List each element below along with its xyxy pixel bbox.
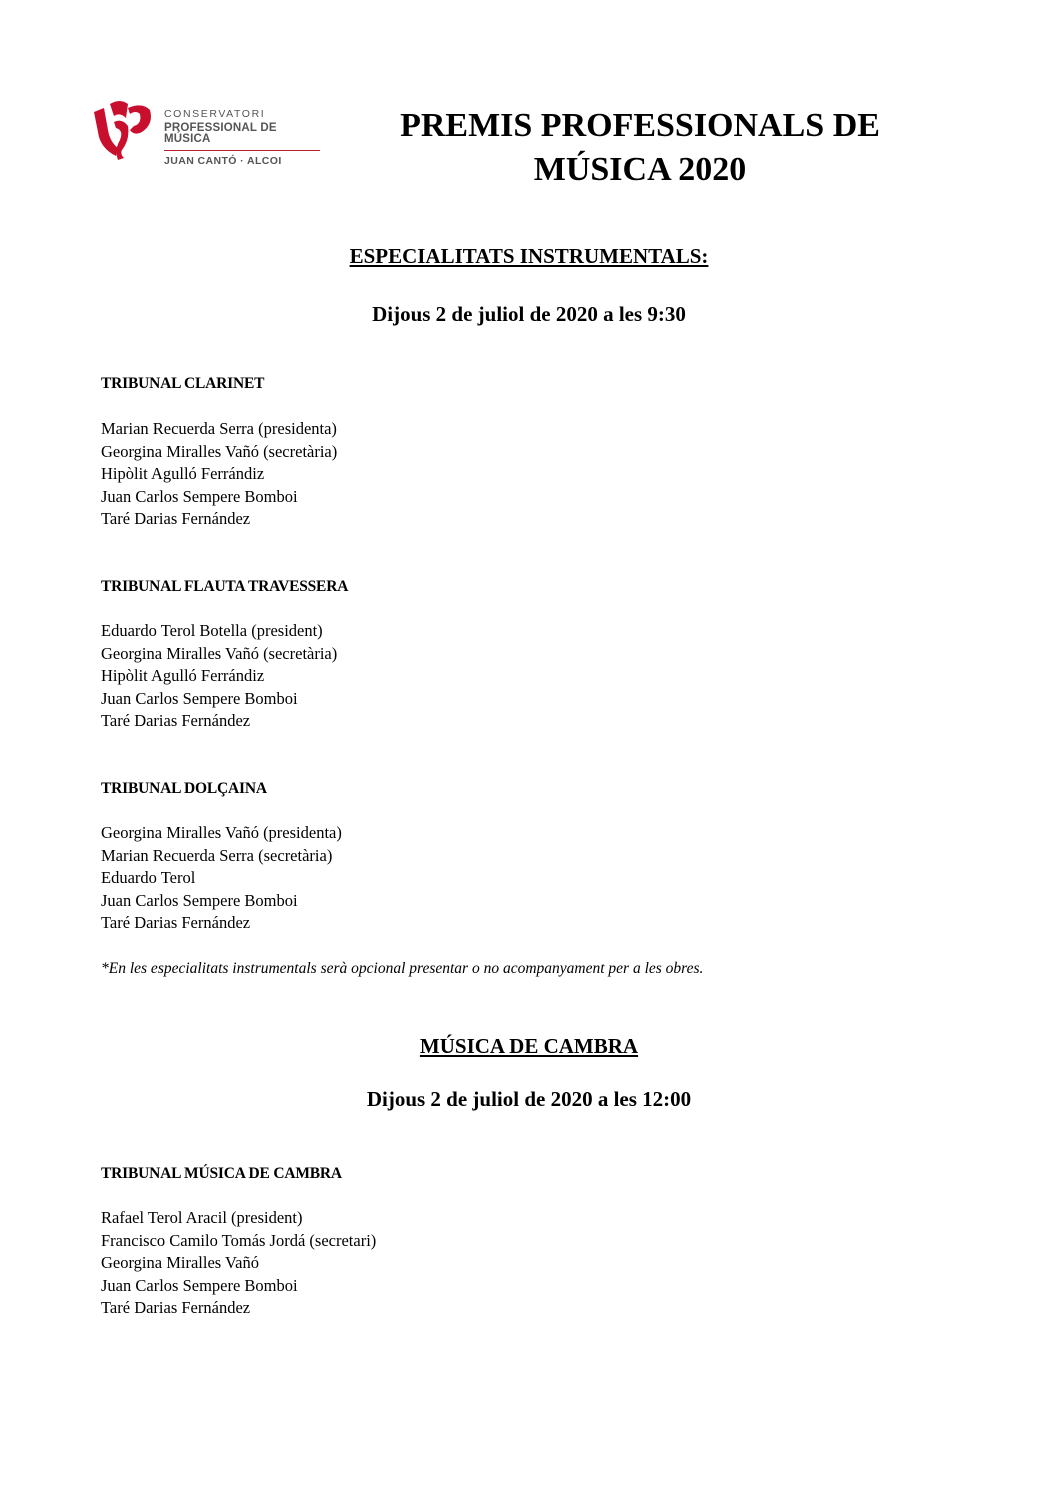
page-title-line-1: PREMIS PROFESSIONALS DE: [400, 107, 880, 144]
logo-line-conservatori: CONSERVATORI: [164, 108, 266, 120]
page-title: [330, 104, 950, 192]
tribunal-members-dolcaina: [101, 822, 342, 935]
member-item: Marian Recuerda Serra (secretària): [101, 845, 333, 865]
member-item: Taré Darias Fernández: [101, 913, 251, 932]
conservatori-logo: [90, 98, 320, 167]
member-item: Francisco Camilo Tomás Jordá (secretari): [101, 1230, 377, 1250]
member-item: Georgina Miralles Vañó (secretària): [101, 643, 338, 663]
tribunal-members-flauta: [101, 620, 337, 733]
member-item: Taré Darias Fernández: [101, 509, 251, 528]
section-date-cambra: Dijous 2 de juliol de 2020 a les 12:00: [366, 1087, 692, 1111]
page-title-line-2: MÚSICA 2020: [533, 151, 747, 188]
member-item: Marian Recuerda Serra (presidenta): [101, 419, 337, 438]
member-item: Juan Carlos Sempere Bomboi: [101, 688, 298, 708]
section-heading-instrumentals: ESPECIALITATS INSTRUMENTALS:: [349, 244, 709, 268]
member-item: Juan Carlos Sempere Bomboi: [101, 890, 298, 910]
member-item: Eduardo Terol: [101, 868, 196, 887]
tribunal-members-clarinet: [101, 418, 337, 531]
member-item: Eduardo Terol Botella (president): [101, 621, 323, 640]
tribunal-title-cambra: TRIBUNAL MÚSICA DE CAMBRA: [101, 1165, 342, 1182]
section-date-instrumentals: Dijous 2 de juliol de 2020 a les 9:30: [372, 302, 686, 326]
member-item: Juan Carlos Sempere Bomboi: [101, 1275, 298, 1295]
member-item: Hipòlit Agulló Ferrándiz: [101, 464, 265, 483]
member-item: Juan Carlos Sempere Bomboi: [101, 486, 298, 506]
logo-line-professional: PROFESSIONAL DE MÚSICA: [164, 123, 320, 151]
member-item: Taré Darias Fernández: [101, 711, 251, 730]
conservatori-logo-mark-icon: [90, 98, 156, 162]
tribunal-members-cambra: [101, 1207, 376, 1320]
tribunal-title-clarinet: TRIBUNAL CLARINET: [101, 375, 265, 392]
section-heading-cambra: MÚSICA DE CAMBRA: [419, 1034, 639, 1058]
member-item: Georgina Miralles Vañó (secretària): [101, 441, 338, 461]
member-item: Hipòlit Agulló Ferrándiz: [101, 666, 265, 685]
tribunal-title-dolcaina: TRIBUNAL DOLÇAINA: [101, 780, 267, 797]
logo-text: [164, 109, 320, 166]
member-item: Georgina Miralles Vañó (presidenta): [101, 823, 342, 842]
logo-line-city: JUAN CANTÓ · ALCOI: [164, 154, 282, 167]
member-item: Taré Darias Fernández: [101, 1298, 251, 1317]
member-item: Rafael Terol Aracil (president): [101, 1208, 303, 1227]
instrumental-note: *En les especialitats instrumentals serà opcional presentar o no acompanyament per a les obres.: [101, 960, 704, 977]
tribunal-title-flauta: TRIBUNAL FLAUTA TRAVESSERA: [101, 578, 349, 595]
member-item: Georgina Miralles Vañó: [101, 1253, 259, 1272]
